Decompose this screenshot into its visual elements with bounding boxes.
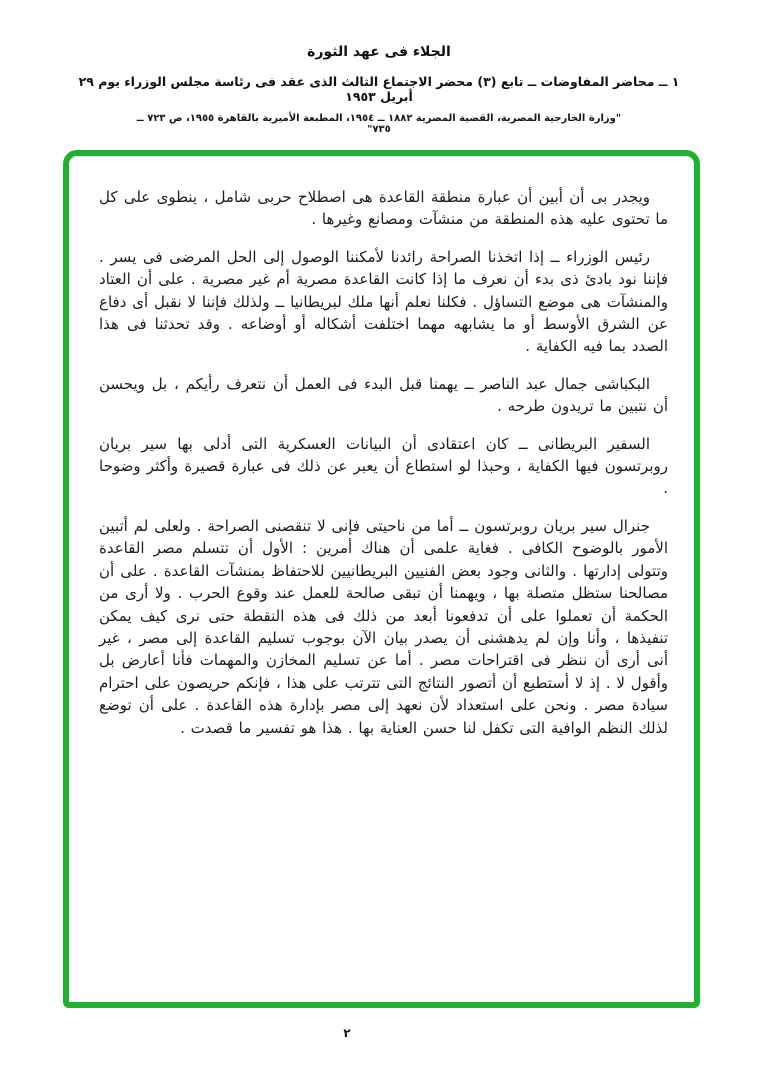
paragraph: رئيس الوزراء ــ إذا اتخذنا الصراحة رائدنا لأمكننا الوصول إلى الحل المرضى فى يسر . فإننا نود بادئ ذى بدء أن نعرف ما إذا كانت القاعدة مصرية أم غير مصرية . على أن العتاد والمنشآت هى موضع التساؤل . فكلنا نعلم أنها ملك لبريطانيا ــ ولذلك فإننا لا نقبل أى دفاع عن الشرق الأوسط أو ما يشابهه مهما اختلفت أشكاله أو أوضاعه . وقد تحدثنا فى هذا الصدد بما فيه الكفاية . <box>99 247 668 356</box>
paragraph: السفير البريطانى ــ كان اعتقادى أن البيانات العسكرية التى أدلى بها سير بريان روبرتسون فيها الكفاية ، وحبذا لو استطاع أن يعبر عن ذلك فى عبارة قصيرة وأكثر وضوحا . <box>99 434 668 498</box>
annotation-frame <box>63 150 700 1008</box>
paragraph: البكباشى جمال عبد الناصر ــ يهمنا قبل البدء فى العمل أن نتعرف رأيكم ، بل ويحسن أن نتبين ما تريدون طرحه . <box>99 374 668 416</box>
page-number: ٢ <box>343 1026 351 1040</box>
page-header <box>0 44 758 135</box>
document-subtitle: ١ ــ محاضر المفاوضات ــ تابع (٣) محضر الاجتماع الثالث الذى عقد فى رئاسة مجلس الوزراء يوم ٢٩ أبريل ١٩٥٣ <box>78 74 680 104</box>
document-title: الجلاء فى عهد الثورة <box>307 44 451 60</box>
document-body-text <box>99 186 668 754</box>
paragraph: ويجدر بى أن أبين أن عبارة منطقة القاعدة هى اصطلاح حربى شامل ، ينطوى على كل ما تحتوى عليه هذه المنطقة من منشآت ومصانع وغيرها . <box>99 188 668 229</box>
paragraph: جنرال سير بريان روبرتسون ــ أما من ناحيتى فإنى لا تنقصنى الصراحة . ولعلى لم أتبين الأمور بالوضوح الكافى . فغاية علمى أن هناك أمرين : الأول أن تتسلم مصر القاعدة وتتولى إدارتها . والثانى وجود بعض الفنيين البريطانيين للاحتفاظ بمنشآت القاعدة . على أن مصالحنا ستظل متصلة بها ، ويهمنا أن تبقى صالحة للعمل عند وقوع الحرب . ولا أرى من الحكمة أن تعملوا على أن تدفعونا أبعد من ذلك فى هذه النقطة حتى نرى كيف يمكن تنفيذها ، وأنا وإن لم يدهشنى أن يصدر بيان الآن بوجوب تسليم القاعدة إلى مصر ، غير أنى أرى أن ننظر فى اقتراحات مصر . أما عن تسليم المخازن والمهمات فأنا أعارض بل وأقول لا . إذ لا أستطيع أن أتصور النتائج التى تترتب على هذا ، فإنكم حريصون على احترام سيادة مصر . ونحن على استعداد لأن نعهد إلى مصر بإدارة هذه القاعدة . على أن توضع لذلك النظم الوافية التى تكفل لنا حسن العناية بها . هذا هو تفسير ما قصدت . <box>99 516 668 737</box>
document-source-citation: "وزارة الخارجية المصرية، القضية المصرية ١٨٨٢ ــ ١٩٥٤، المطبعة الأميرية بالقاهرة ١٩٥٥، ص ٧٢٣ ــ ٧٣٥" <box>136 113 622 135</box>
